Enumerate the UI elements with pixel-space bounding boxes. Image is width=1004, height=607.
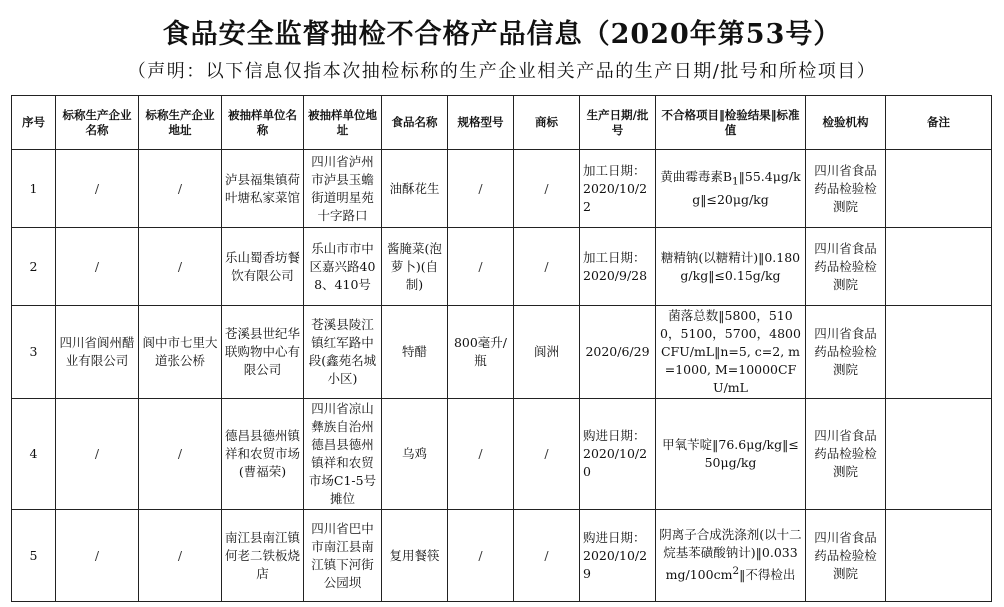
col-note: 备注 bbox=[886, 96, 992, 150]
col-sampled-name: 被抽样单位名称 bbox=[222, 96, 304, 150]
results-table bbox=[11, 95, 992, 602]
cell-mfr-name: / bbox=[56, 150, 139, 228]
cell-mfr-name: 四川省阆州醋业有限公司 bbox=[56, 306, 139, 399]
cell-note bbox=[886, 306, 992, 399]
cell-sampled-name: 苍溪县世纪华联购物中心有限公司 bbox=[222, 306, 304, 399]
item-text: 黄曲霉毒素B bbox=[660, 169, 733, 185]
cell-item: 甲氧苄啶‖76.6μg/kg‖≤50μg/kg bbox=[656, 399, 806, 510]
item-text-rest: ‖不得检出 bbox=[739, 567, 796, 583]
cell-brand: / bbox=[514, 228, 580, 306]
cell-spec: / bbox=[448, 399, 514, 510]
table-row bbox=[12, 399, 992, 510]
cell-mfr-name: / bbox=[56, 399, 139, 510]
cell-date: 购进日期：2020/10/29 bbox=[580, 510, 656, 602]
cell-item bbox=[656, 510, 806, 602]
cell-spec: / bbox=[448, 150, 514, 228]
item-text: 阴离子合成洗涤剂(以十二烷基苯磺酸钠计)‖0.033mg/100cm bbox=[659, 527, 802, 583]
cell-lab: 四川省食品药品检验检测院 bbox=[806, 306, 886, 399]
table-row bbox=[12, 150, 992, 228]
cell-no: 2 bbox=[12, 228, 56, 306]
cell-mfr-addr: / bbox=[139, 510, 222, 602]
cell-no: 4 bbox=[12, 399, 56, 510]
cell-mfr-addr: / bbox=[139, 228, 222, 306]
cell-sampled-name: 泸县福集镇荷叶塘私家菜馆 bbox=[222, 150, 304, 228]
disclaimer: （声明：以下信息仅指本次抽检标称的生产企业相关产品的生产日期/批号和所检项目） bbox=[127, 61, 877, 82]
cell-food: 复用餐筷 bbox=[382, 510, 448, 602]
cell-lab: 四川省食品药品检验检测院 bbox=[806, 399, 886, 510]
col-sampled-addr: 被抽样单位地址 bbox=[304, 96, 382, 150]
cell-spec: / bbox=[448, 510, 514, 602]
cell-no: 1 bbox=[12, 150, 56, 228]
cell-mfr-addr: / bbox=[139, 399, 222, 510]
cell-note bbox=[886, 510, 992, 602]
col-mfr-addr: 标称生产企业地址 bbox=[139, 96, 222, 150]
col-lab: 检验机构 bbox=[806, 96, 886, 150]
cell-sampled-name: 德昌县德州镇祥和农贸市场(曹福荣) bbox=[222, 399, 304, 510]
col-no: 序号 bbox=[12, 96, 56, 150]
col-food: 食品名称 bbox=[382, 96, 448, 150]
item-subscript: 1 bbox=[732, 175, 739, 188]
cell-food: 油酥花生 bbox=[382, 150, 448, 228]
cell-note bbox=[886, 150, 992, 228]
cell-lab: 四川省食品药品检验检测院 bbox=[806, 150, 886, 228]
cell-brand: 阆洲 bbox=[514, 306, 580, 399]
col-item: 不合格项目‖检验结果‖标准值 bbox=[656, 96, 806, 150]
cell-sampled-addr: 四川省巴中市南江县南江镇下河街公园坝 bbox=[304, 510, 382, 602]
header-row bbox=[12, 96, 992, 150]
cell-sampled-name: 乐山蜀香坊餐饮有限公司 bbox=[222, 228, 304, 306]
cell-lab: 四川省食品药品检验检测院 bbox=[806, 228, 886, 306]
cell-mfr-name: / bbox=[56, 228, 139, 306]
cell-sampled-addr: 四川省凉山彝族自治州德昌县德州镇祥和农贸市场C1-5号摊位 bbox=[304, 399, 382, 510]
cell-mfr-addr: / bbox=[139, 150, 222, 228]
cell-item: 菌落总数‖5800，5100，5100，5700，4800CFU/mL‖n=5, c=2, m=1000, M=10000CFU/mL bbox=[656, 306, 806, 399]
cell-brand: / bbox=[514, 510, 580, 602]
col-mfr-name: 标称生产企业名称 bbox=[56, 96, 139, 150]
cell-sampled-addr: 苍溪县陵江镇红军路中段(鑫苑名城小区) bbox=[304, 306, 382, 399]
cell-mfr-addr: 阆中市七里大道张公桥 bbox=[139, 306, 222, 399]
item-superscript: 2 bbox=[732, 565, 740, 578]
cell-lab: 四川省食品药品检验检测院 bbox=[806, 510, 886, 602]
col-spec: 规格型号 bbox=[448, 96, 514, 150]
col-brand: 商标 bbox=[514, 96, 580, 150]
cell-note bbox=[886, 399, 992, 510]
cell-sampled-addr: 乐山市市中区嘉兴路408、410号 bbox=[304, 228, 382, 306]
cell-spec: / bbox=[448, 228, 514, 306]
cell-item: 糖精钠(以糖精计)‖0.180g/kg‖≤0.15g/kg bbox=[656, 228, 806, 306]
cell-sampled-addr: 四川省泸州市泸县玉蟾街道明星苑十字路口 bbox=[304, 150, 382, 228]
cell-food: 乌鸡 bbox=[382, 399, 448, 510]
item-text-rest: ‖55.4μg/kg‖≤20μg/kg bbox=[692, 169, 801, 207]
cell-spec: 800毫升/瓶 bbox=[448, 306, 514, 399]
cell-brand: / bbox=[514, 150, 580, 228]
cell-sampled-name: 南江县南江镇何老二铁板烧店 bbox=[222, 510, 304, 602]
table-row bbox=[12, 306, 992, 399]
cell-no: 5 bbox=[12, 510, 56, 602]
cell-food: 酱腌菜(泡萝卜)(自制) bbox=[382, 228, 448, 306]
cell-date: 购进日期：2020/10/20 bbox=[580, 399, 656, 510]
col-date: 生产日期/批号 bbox=[580, 96, 656, 150]
page-title: 食品安全监督抽检不合格产品信息（2020年第53号） bbox=[162, 19, 842, 50]
table-row bbox=[12, 228, 992, 306]
cell-no: 3 bbox=[12, 306, 56, 399]
cell-mfr-name: / bbox=[56, 510, 139, 602]
cell-note bbox=[886, 228, 992, 306]
cell-brand: / bbox=[514, 399, 580, 510]
cell-date: 加工日期：2020/9/28 bbox=[580, 228, 656, 306]
cell-item bbox=[656, 150, 806, 228]
table-row bbox=[12, 510, 992, 602]
cell-date: 2020/6/29 bbox=[580, 306, 656, 399]
cell-food: 特醋 bbox=[382, 306, 448, 399]
cell-date: 加工日期：2020/10/22 bbox=[580, 150, 656, 228]
